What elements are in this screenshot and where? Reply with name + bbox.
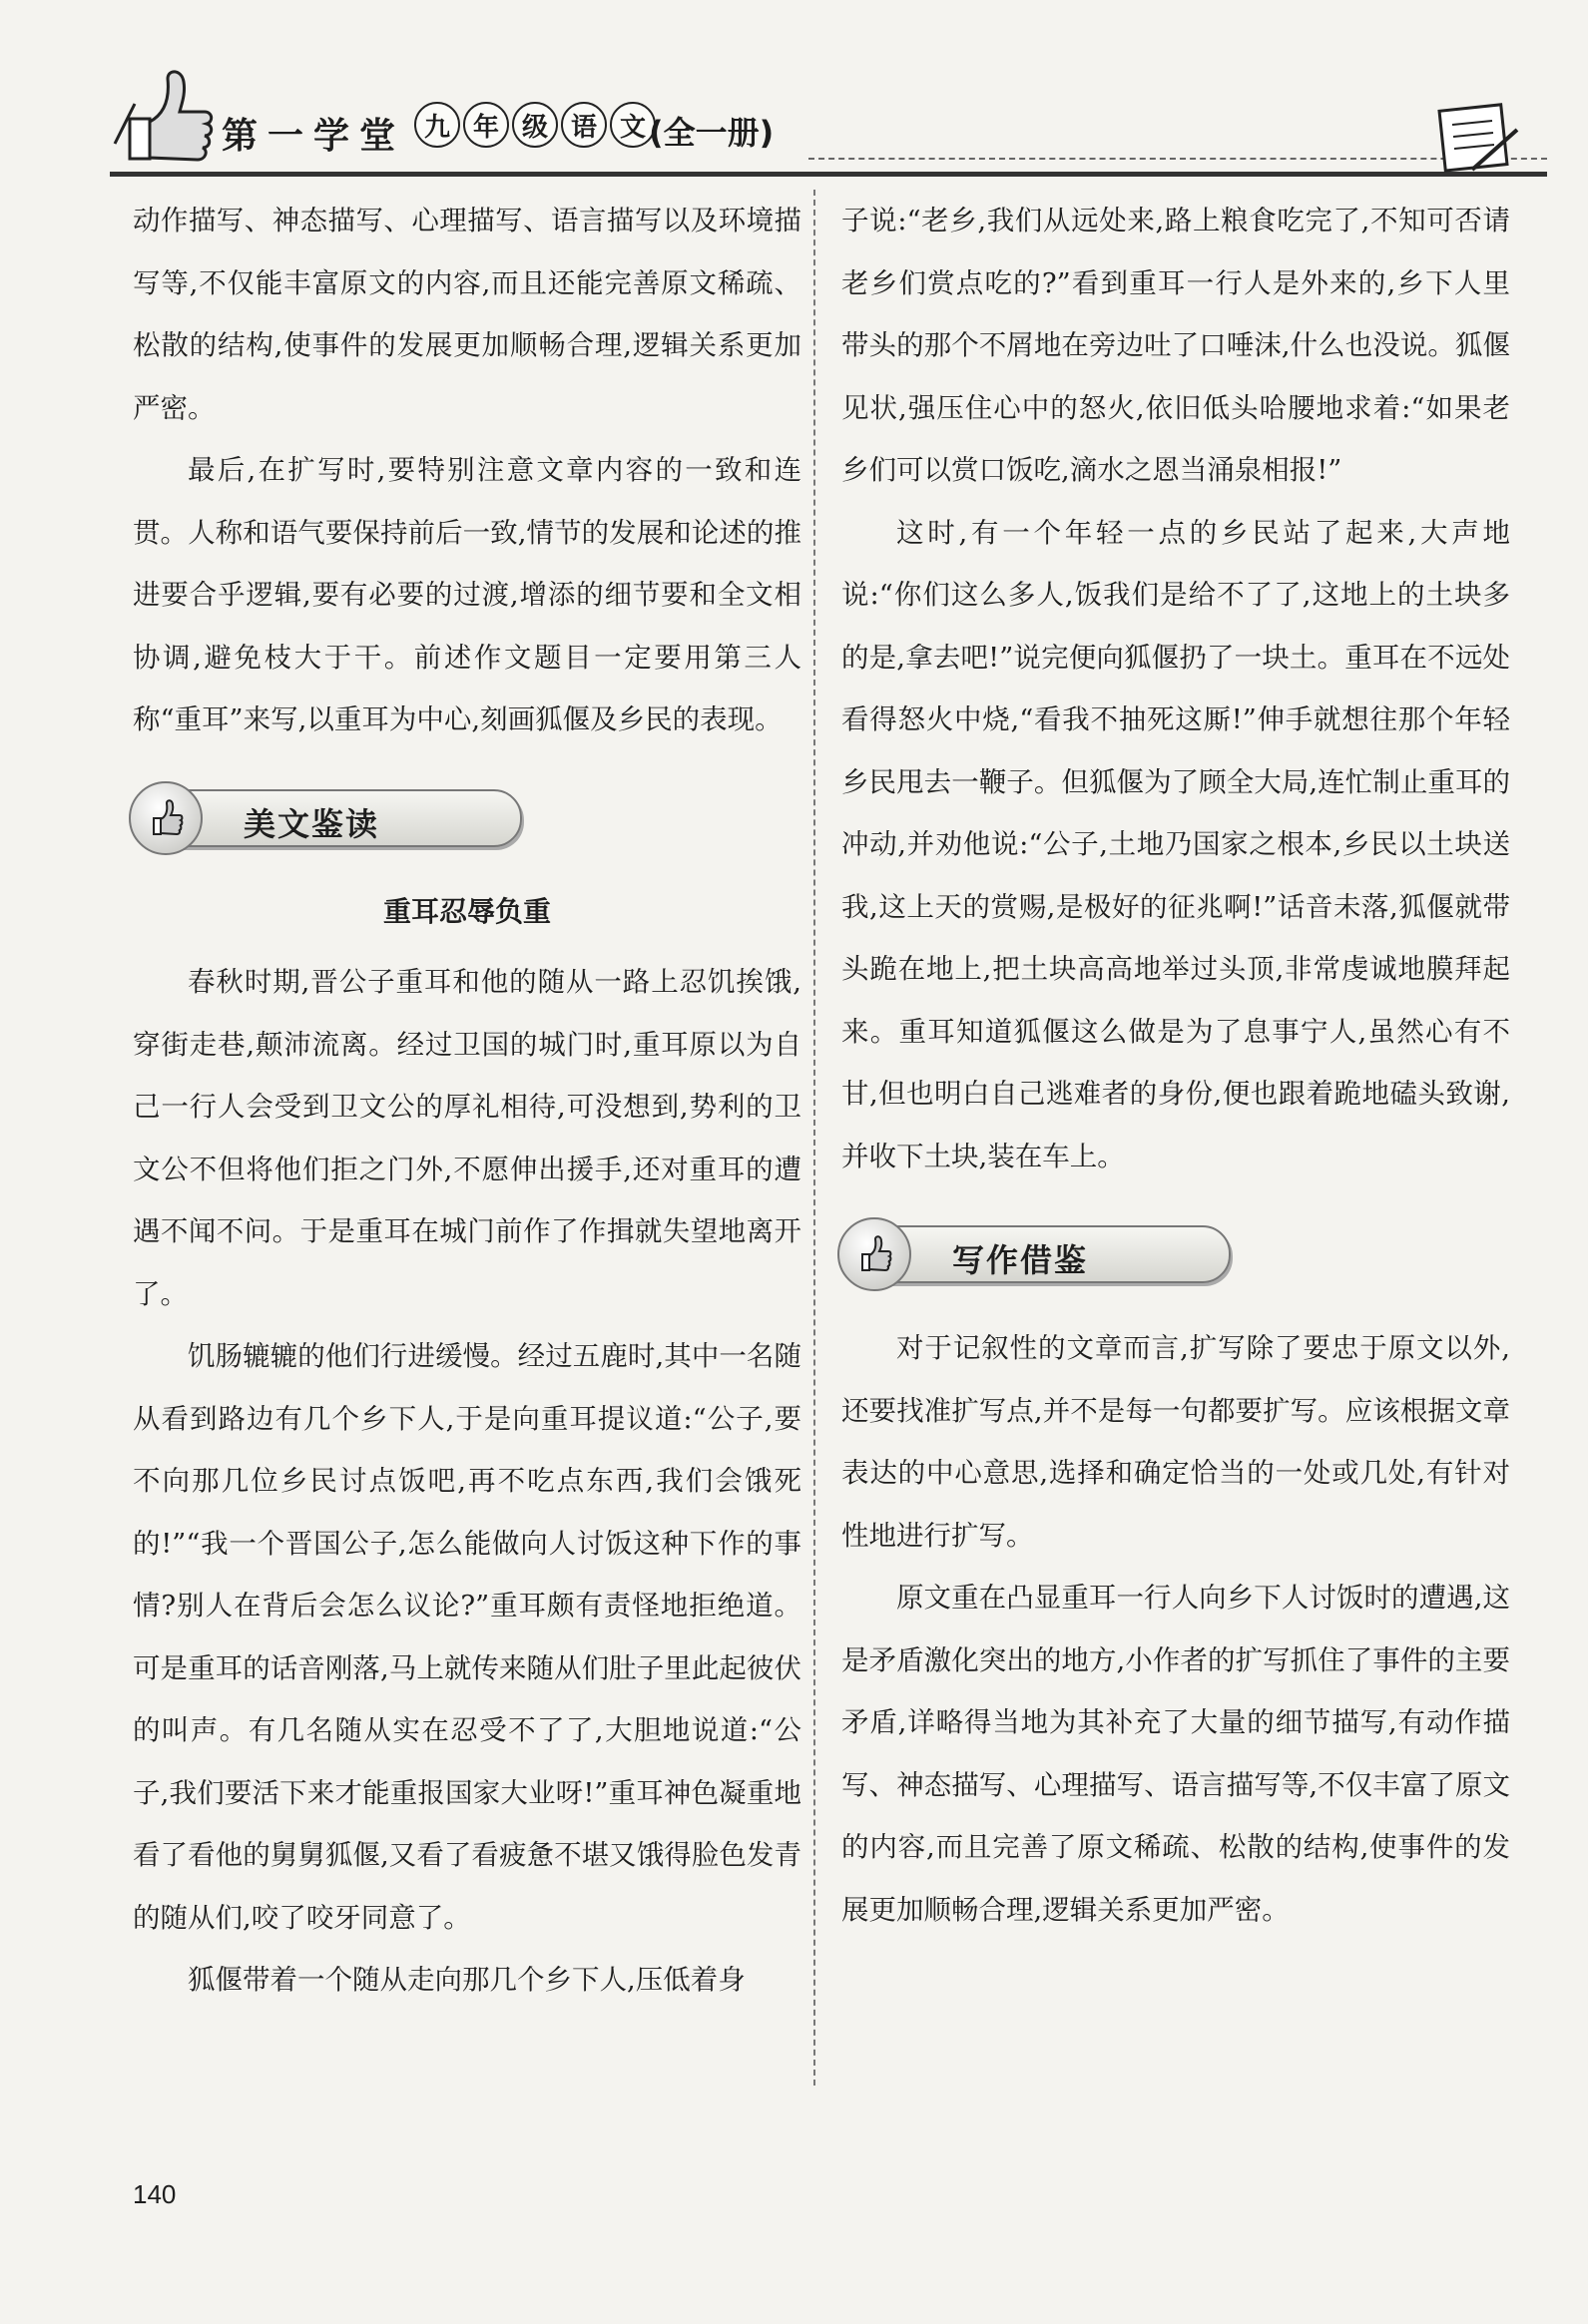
thumbs-up-icon	[110, 64, 220, 164]
paragraph: 狐偃带着一个随从走向那几个乡下人,压低着身	[188, 1964, 746, 1996]
grade-subject	[414, 102, 656, 148]
paragraph: 动作描写、神态描写、心理描写、语言描写以及环境描写等,不仅能丰富原文的内容,而且还能完善原文稀疏、松散的结构,使事件的发展更加顺畅合理,逻辑关系更加严密。	[133, 205, 801, 424]
paragraph: 原文重在凸显重耳一行人向乡下人讨饭时的遭遇,这是矛盾激化突出的地方,小作者的扩写抓住了事件的主要矛盾,详略得当地为其补充了大量的细节描写,有动作描写、神态描写、心理描写、语言描写等,不仅丰富了原文的内容,而且完善了原文稀疏、松散的结构,使事件的发展更加顺畅合理,逻辑关系更加严密。	[841, 1582, 1510, 1926]
thumbs-up-icon	[129, 781, 203, 855]
paragraph: 春秋时期,晋公子重耳和他的随从一路上忍饥挨饿,穿街走巷,颠沛流离。经过卫国的城门时,重耳原以为自己一行人会受到卫文公的厚礼相待,可没想到,势利的卫文公不但将他们拒之门外,不愿伸出援手,还对重耳的遭遇不闻不问。于是重耳在城门前作了作揖就失望地离开了。	[133, 966, 801, 1310]
edition-label: (全一册)	[649, 114, 775, 152]
right-column	[841, 190, 1510, 1941]
page-header	[110, 60, 1507, 170]
paragraph: 饥肠辘辘的他们行进缓慢。经过五鹿时,其中一名随从看到路边有几个乡下人,于是向重耳提议道:“公子,要不向那几位乡民讨点饭吧,再不吃点东西,我们会饿死的!”“我一个晋国公子,怎么能做向人讨饭这种下作的事情?别人在背后会怎么议论?”重耳颇有责怪地拒绝道。可是重耳的话音刚落,马上就传来随从们肚子里此起彼伏的叫声。有几名随从实在忍受不了了,大胆地说道:“公子,我们要活下来才能重报国家大业呀!”重耳神色凝重地看了看他的舅舅狐偃,又看了看疲惫不堪又饿得脸色发青的随从们,咬了咬牙同意了。	[133, 1340, 801, 1934]
grade-char: 九	[414, 102, 460, 148]
section-title: 写作借鉴	[952, 1241, 1089, 1279]
header-rule	[110, 172, 1547, 177]
left-column	[133, 190, 801, 2012]
grade-char: 文	[610, 102, 656, 148]
paragraph: 这时,有一个年轻一点的乡民站了起来,大声地说:“你们这么多人,饭我们是给不了了,这地上的土块多的是,拿去吧!”说完便向狐偃扔了一块土。重耳在不远处看得怒火中烧,“看我不抽死这厮!”伸手就想往那个年轻乡民甩去一鞭子。但狐偃为了顾全大局,连忙制止重耳的冲动,并劝他说:“公子,土地乃国家之根本,乡民以土块送我,这上天的赏赐,是极好的征兆啊!”话音未落,狐偃就带头跪在地上,把土块高高地举过头顶,非常虔诚地膜拜起来。重耳知道狐偃这么做是为了息事宁人,虽然心有不甘,但也明白自己逃难者的身份,便也跟着跪地磕头致谢,并收下土块,装在车上。	[841, 516, 1510, 1172]
notepad-icon	[1432, 100, 1522, 175]
article-title: 重耳忍辱负重	[382, 894, 551, 928]
grade-char: 年	[463, 102, 509, 148]
section-heading-appreciation	[129, 781, 801, 853]
column-divider	[813, 190, 815, 2086]
section-heading-writing	[837, 1217, 1510, 1289]
section-title: 美文鉴读	[244, 804, 380, 843]
thumbs-up-icon	[837, 1217, 911, 1291]
grade-char: 语	[561, 102, 607, 148]
page-number: 140	[133, 2179, 177, 2209]
paragraph: 对于记叙性的文章而言,扩写除了要忠于原文以外,还要找准扩写点,并不是每一句都要扩写。应该根据文章表达的中心意思,选择和确定恰当的一处或几处,有针对性地进行扩写。	[841, 1332, 1510, 1552]
grade-char: 级	[512, 102, 558, 148]
paragraph: 最后,在扩写时,要特别注意文章内容的一致和连贯。人称和语气要保持前后一致,情节的发展和论述的推进要合乎逻辑,要有必要的过渡,增添的细节要和全文相协调,避免枝大于干。前述作文题目一定要用第三人称“重耳”来写,以重耳为中心,刻画狐偃及乡民的表现。	[133, 454, 801, 735]
brand-title: 第一学堂	[222, 116, 406, 157]
paragraph: 子说:“老乡,我们从远处来,路上粮食吃完了,不知可否请老乡们赏点吃的?”看到重耳一行人是外来的,乡下人里带头的那个不屑地在旁边吐了口唾沫,什么也没说。狐偃见状,强压住心中的怒火,依旧低头哈腰地求着:“如果老乡们可以赏口饭吃,滴水之恩当涌泉相报!”	[841, 205, 1510, 486]
